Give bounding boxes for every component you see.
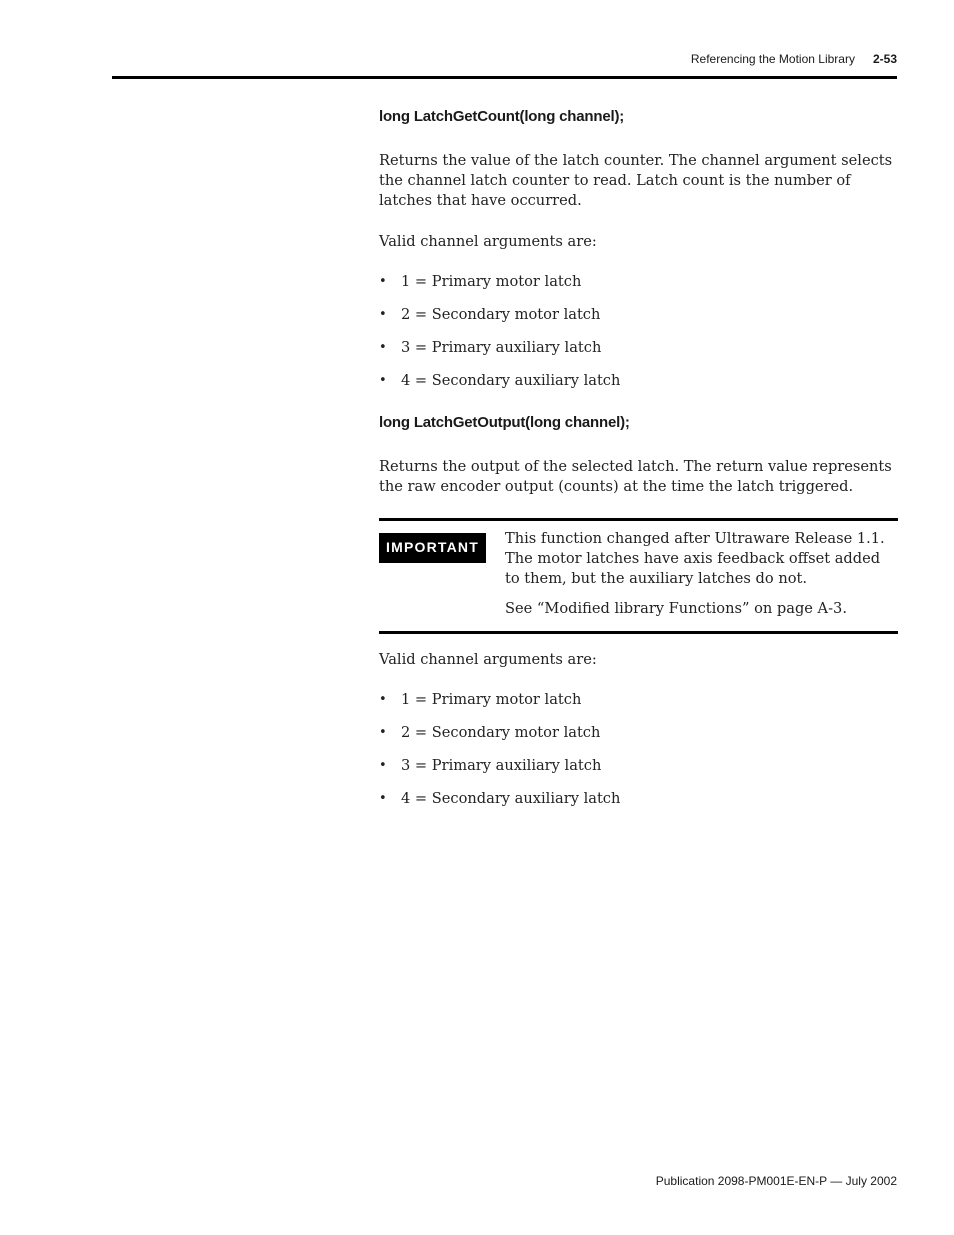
list-item: • 2 = Secondary motor latch: [379, 306, 601, 323]
bullet-icon: •: [379, 373, 387, 388]
important-reference: See “Modified library Functions” on page A-3.: [505, 600, 847, 617]
page-header: [112, 52, 897, 79]
bullet-icon: •: [379, 274, 387, 289]
valid-arguments-intro: Valid channel arguments are:: [379, 651, 597, 668]
bullet-icon: •: [379, 725, 387, 740]
list-item: • 1 = Primary motor latch: [379, 273, 582, 290]
function-heading-latch-get-output: long LatchGetOutput(long channel);: [379, 414, 630, 431]
function-heading-latch-get-count: long LatchGetCount(long channel);: [379, 108, 625, 125]
list-item: • 2 = Secondary motor latch: [379, 724, 601, 741]
channel-argument-list: [379, 272, 898, 404]
bullet-icon: •: [379, 340, 387, 355]
important-badge: IMPORTANT: [379, 533, 486, 563]
important-text: This function changed after Ultraware Release 1.1. The motor latches have axis feedback offset added to them, but the auxiliary latches do not.: [505, 530, 885, 587]
list-item: • 1 = Primary motor latch: [379, 691, 582, 708]
bullet-icon: •: [379, 307, 387, 322]
bullet-icon: •: [379, 692, 387, 707]
bullet-icon: •: [379, 758, 387, 773]
list-item: • 3 = Primary auxiliary latch: [379, 339, 602, 356]
header-title: Referencing the Motion Library: [690, 52, 855, 66]
list-item: • 4 = Secondary auxiliary latch: [379, 790, 621, 807]
description-latch-get-output: Returns the output of the selected latch. The return value represents the raw encoder output (counts) at the time the latch triggered.: [379, 458, 892, 495]
valid-arguments-intro: Valid channel arguments are:: [379, 233, 597, 250]
page-number: 2-53: [872, 52, 897, 66]
list-item: • 4 = Secondary auxiliary latch: [379, 372, 621, 389]
list-item: • 3 = Primary auxiliary latch: [379, 757, 602, 774]
description-latch-get-count: Returns the value of the latch counter. The channel argument selects the channel latch counter to read. Latch count is the number of latches that have occurred.: [379, 152, 893, 209]
bullet-icon: •: [379, 791, 387, 806]
page-footer: Publication 2098-PM001E-EN-P — July 2002: [655, 1174, 897, 1188]
channel-argument-list: [379, 690, 898, 822]
important-note: [379, 518, 898, 634]
